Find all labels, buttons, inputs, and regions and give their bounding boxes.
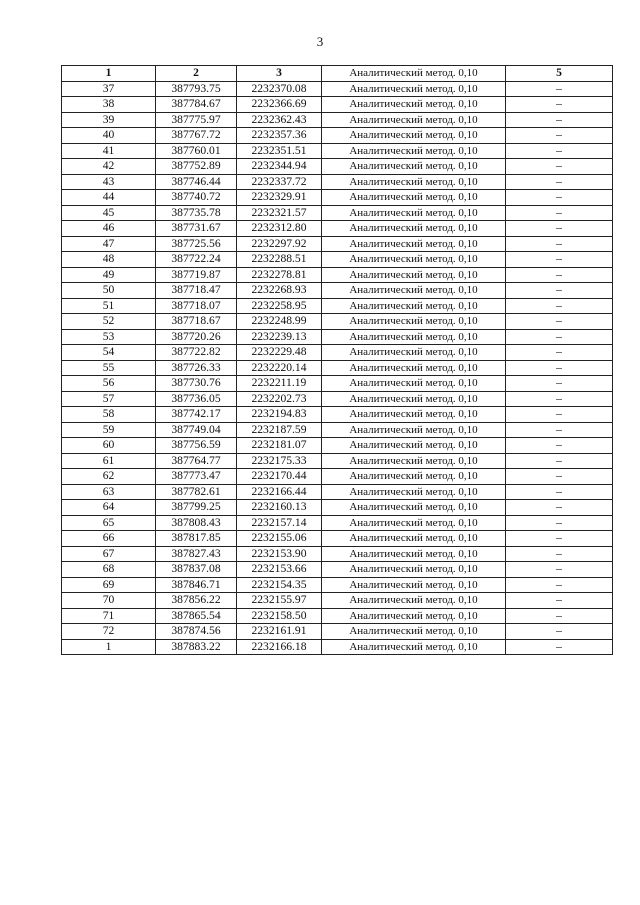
table-row [62, 438, 613, 454]
note-cell: – [506, 469, 613, 485]
point-number-cell: 43 [62, 174, 156, 190]
x-coordinate-cell: 387736.05 [156, 391, 237, 407]
point-number-cell: 68 [62, 562, 156, 578]
coordinates-table [61, 65, 613, 655]
y-coordinate-cell: 2232239.13 [237, 329, 322, 345]
point-number-cell: 42 [62, 159, 156, 175]
y-coordinate-cell: 2232157.14 [237, 515, 322, 531]
note-cell: – [506, 500, 613, 516]
note-cell: – [506, 190, 613, 206]
method-cell: Аналитический метод. 0,10 [322, 500, 506, 516]
table-row [62, 515, 613, 531]
point-number-cell: 38 [62, 97, 156, 113]
note-cell: – [506, 345, 613, 361]
y-coordinate-cell: 2232155.97 [237, 593, 322, 609]
table-row [62, 453, 613, 469]
y-coordinate-cell: 2232194.83 [237, 407, 322, 423]
x-coordinate-cell: 387865.54 [156, 608, 237, 624]
point-number-cell: 57 [62, 391, 156, 407]
y-coordinate-cell: 2232370.08 [237, 81, 322, 97]
y-coordinate-cell: 2232160.13 [237, 500, 322, 516]
table-row [62, 546, 613, 562]
note-cell: – [506, 593, 613, 609]
note-cell: – [506, 515, 613, 531]
note-cell: – [506, 159, 613, 175]
note-cell: – [506, 252, 613, 268]
table-row [62, 252, 613, 268]
point-number-cell: 40 [62, 128, 156, 144]
point-number-cell: 69 [62, 577, 156, 593]
point-number-cell: 63 [62, 484, 156, 500]
point-number-cell: 59 [62, 422, 156, 438]
note-cell: – [506, 562, 613, 578]
x-coordinate-cell: 387773.47 [156, 469, 237, 485]
method-cell: Аналитический метод. 0,10 [322, 593, 506, 609]
table-row [62, 205, 613, 221]
method-cell: Аналитический метод. 0,10 [322, 438, 506, 454]
y-coordinate-cell: 2232187.59 [237, 422, 322, 438]
x-coordinate-cell: 387718.67 [156, 314, 237, 330]
note-cell: – [506, 329, 613, 345]
header-cell-3: 3 [237, 66, 322, 82]
table-row [62, 329, 613, 345]
table-row [62, 345, 613, 361]
table-row [62, 407, 613, 423]
y-coordinate-cell: 2232329.91 [237, 190, 322, 206]
table-row [62, 562, 613, 578]
method-cell: Аналитический метод. 0,10 [322, 484, 506, 500]
y-coordinate-cell: 2232211.19 [237, 376, 322, 392]
y-coordinate-cell: 2232248.99 [237, 314, 322, 330]
note-cell: – [506, 546, 613, 562]
table-row [62, 608, 613, 624]
y-coordinate-cell: 2232258.95 [237, 298, 322, 314]
method-cell: Аналитический метод. 0,10 [322, 376, 506, 392]
x-coordinate-cell: 387760.01 [156, 143, 237, 159]
y-coordinate-cell: 2232321.57 [237, 205, 322, 221]
point-number-cell: 45 [62, 205, 156, 221]
y-coordinate-cell: 2232202.73 [237, 391, 322, 407]
y-coordinate-cell: 2232220.14 [237, 360, 322, 376]
method-cell: Аналитический метод. 0,10 [322, 639, 506, 655]
method-cell: Аналитический метод. 0,10 [322, 329, 506, 345]
note-cell: – [506, 453, 613, 469]
y-coordinate-cell: 2232161.91 [237, 624, 322, 640]
y-coordinate-cell: 2232312.80 [237, 221, 322, 237]
table-row [62, 500, 613, 516]
method-cell: Аналитический метод. 0,10 [322, 546, 506, 562]
header-cell-1: 1 [62, 66, 156, 82]
table-row [62, 174, 613, 190]
x-coordinate-cell: 387764.77 [156, 453, 237, 469]
x-coordinate-cell: 387726.33 [156, 360, 237, 376]
table-row [62, 593, 613, 609]
point-number-cell: 52 [62, 314, 156, 330]
point-number-cell: 72 [62, 624, 156, 640]
note-cell: – [506, 438, 613, 454]
point-number-cell: 49 [62, 267, 156, 283]
note-cell: – [506, 283, 613, 299]
x-coordinate-cell: 387740.72 [156, 190, 237, 206]
x-coordinate-cell: 387793.75 [156, 81, 237, 97]
y-coordinate-cell: 2232153.66 [237, 562, 322, 578]
method-cell: Аналитический метод. 0,10 [322, 345, 506, 361]
method-cell: Аналитический метод. 0,10 [322, 190, 506, 206]
method-cell: Аналитический метод. 0,10 [322, 314, 506, 330]
method-cell: Аналитический метод. 0,10 [322, 407, 506, 423]
method-cell: Аналитический метод. 0,10 [322, 252, 506, 268]
x-coordinate-cell: 387856.22 [156, 593, 237, 609]
x-coordinate-cell: 387782.61 [156, 484, 237, 500]
point-number-cell: 61 [62, 453, 156, 469]
method-cell: Аналитический метод. 0,10 [322, 469, 506, 485]
table-row [62, 283, 613, 299]
table-row [62, 624, 613, 640]
table-row [62, 298, 613, 314]
x-coordinate-cell: 387718.07 [156, 298, 237, 314]
table-row [62, 376, 613, 392]
table-row [62, 391, 613, 407]
y-coordinate-cell: 2232297.92 [237, 236, 322, 252]
note-cell: – [506, 97, 613, 113]
method-cell: Аналитический метод. 0,10 [322, 515, 506, 531]
header-cell-5: 5 [506, 66, 613, 82]
method-cell: Аналитический метод. 0,10 [322, 531, 506, 547]
table-row [62, 221, 613, 237]
x-coordinate-cell: 387799.25 [156, 500, 237, 516]
point-number-cell: 48 [62, 252, 156, 268]
note-cell: – [506, 112, 613, 128]
point-number-cell: 1 [62, 639, 156, 655]
point-number-cell: 56 [62, 376, 156, 392]
y-coordinate-cell: 2232170.44 [237, 469, 322, 485]
x-coordinate-cell: 387752.89 [156, 159, 237, 175]
point-number-cell: 53 [62, 329, 156, 345]
note-cell: – [506, 81, 613, 97]
x-coordinate-cell: 387718.47 [156, 283, 237, 299]
method-cell: Аналитический метод. 0,10 [322, 221, 506, 237]
table-row [62, 236, 613, 252]
y-coordinate-cell: 2232278.81 [237, 267, 322, 283]
method-cell: Аналитический метод. 0,10 [322, 391, 506, 407]
table-body [62, 81, 613, 655]
y-coordinate-cell: 2232268.93 [237, 283, 322, 299]
table-row [62, 81, 613, 97]
point-number-cell: 51 [62, 298, 156, 314]
y-coordinate-cell: 2232344.94 [237, 159, 322, 175]
x-coordinate-cell: 387731.67 [156, 221, 237, 237]
table-row [62, 97, 613, 113]
x-coordinate-cell: 387730.76 [156, 376, 237, 392]
x-coordinate-cell: 387756.59 [156, 438, 237, 454]
y-coordinate-cell: 2232166.18 [237, 639, 322, 655]
point-number-cell: 65 [62, 515, 156, 531]
point-number-cell: 60 [62, 438, 156, 454]
method-cell: Аналитический метод. 0,10 [322, 267, 506, 283]
note-cell: – [506, 624, 613, 640]
x-coordinate-cell: 387722.24 [156, 252, 237, 268]
x-coordinate-cell: 387735.78 [156, 205, 237, 221]
header-cell-2: 2 [156, 66, 237, 82]
y-coordinate-cell: 2232153.90 [237, 546, 322, 562]
method-cell: Аналитический метод. 0,10 [322, 143, 506, 159]
method-cell: Аналитический метод. 0,10 [322, 298, 506, 314]
point-number-cell: 47 [62, 236, 156, 252]
point-number-cell: 50 [62, 283, 156, 299]
note-cell: – [506, 221, 613, 237]
method-cell: Аналитический метод. 0,10 [322, 624, 506, 640]
table-row [62, 143, 613, 159]
page-number: 3 [316, 34, 324, 49]
table-row [62, 577, 613, 593]
y-coordinate-cell: 2232288.51 [237, 252, 322, 268]
note-cell: – [506, 205, 613, 221]
point-number-cell: 62 [62, 469, 156, 485]
x-coordinate-cell: 387749.04 [156, 422, 237, 438]
note-cell: – [506, 391, 613, 407]
point-number-cell: 67 [62, 546, 156, 562]
point-number-cell: 70 [62, 593, 156, 609]
y-coordinate-cell: 2232366.69 [237, 97, 322, 113]
point-number-cell: 58 [62, 407, 156, 423]
y-coordinate-cell: 2232351.51 [237, 143, 322, 159]
method-cell: Аналитический метод. 0,10 [322, 562, 506, 578]
note-cell: – [506, 484, 613, 500]
point-number-cell: 66 [62, 531, 156, 547]
method-cell: Аналитический метод. 0,10 [322, 112, 506, 128]
table-row [62, 484, 613, 500]
note-cell: – [506, 360, 613, 376]
method-cell: Аналитический метод. 0,10 [322, 453, 506, 469]
table-row [62, 422, 613, 438]
y-coordinate-cell: 2232229.48 [237, 345, 322, 361]
method-cell: Аналитический метод. 0,10 [322, 128, 506, 144]
x-coordinate-cell: 387808.43 [156, 515, 237, 531]
y-coordinate-cell: 2232155.06 [237, 531, 322, 547]
method-cell: Аналитический метод. 0,10 [322, 608, 506, 624]
x-coordinate-cell: 387720.26 [156, 329, 237, 345]
note-cell: – [506, 639, 613, 655]
x-coordinate-cell: 387746.44 [156, 174, 237, 190]
method-cell: Аналитический метод. 0,10 [322, 577, 506, 593]
x-coordinate-cell: 387883.22 [156, 639, 237, 655]
table-header-row [62, 66, 613, 82]
x-coordinate-cell: 387722.82 [156, 345, 237, 361]
point-number-cell: 55 [62, 360, 156, 376]
x-coordinate-cell: 387725.56 [156, 236, 237, 252]
point-number-cell: 54 [62, 345, 156, 361]
point-number-cell: 64 [62, 500, 156, 516]
table-row [62, 469, 613, 485]
y-coordinate-cell: 2232181.07 [237, 438, 322, 454]
y-coordinate-cell: 2232362.43 [237, 112, 322, 128]
x-coordinate-cell: 387874.56 [156, 624, 237, 640]
note-cell: – [506, 314, 613, 330]
x-coordinate-cell: 387837.08 [156, 562, 237, 578]
method-cell: Аналитический метод. 0,10 [322, 97, 506, 113]
y-coordinate-cell: 2232158.50 [237, 608, 322, 624]
note-cell: – [506, 422, 613, 438]
table-row [62, 128, 613, 144]
table-row [62, 639, 613, 655]
method-cell: Аналитический метод. 0,10 [322, 236, 506, 252]
y-coordinate-cell: 2232154.35 [237, 577, 322, 593]
method-cell: Аналитический метод. 0,10 [322, 174, 506, 190]
x-coordinate-cell: 387719.87 [156, 267, 237, 283]
method-cell: Аналитический метод. 0,10 [322, 81, 506, 97]
note-cell: – [506, 608, 613, 624]
note-cell: – [506, 407, 613, 423]
table-row [62, 360, 613, 376]
x-coordinate-cell: 387767.72 [156, 128, 237, 144]
note-cell: – [506, 143, 613, 159]
table-row [62, 531, 613, 547]
y-coordinate-cell: 2232166.44 [237, 484, 322, 500]
x-coordinate-cell: 387817.85 [156, 531, 237, 547]
table-row [62, 267, 613, 283]
method-cell: Аналитический метод. 0,10 [322, 360, 506, 376]
x-coordinate-cell: 387784.67 [156, 97, 237, 113]
method-cell: Аналитический метод. 0,10 [322, 159, 506, 175]
x-coordinate-cell: 387827.43 [156, 546, 237, 562]
y-coordinate-cell: 2232357.36 [237, 128, 322, 144]
point-number-cell: 39 [62, 112, 156, 128]
note-cell: – [506, 236, 613, 252]
note-cell: – [506, 298, 613, 314]
table-row [62, 112, 613, 128]
note-cell: – [506, 531, 613, 547]
y-coordinate-cell: 2232175.33 [237, 453, 322, 469]
note-cell: – [506, 376, 613, 392]
method-cell: Аналитический метод. 0,10 [322, 283, 506, 299]
point-number-cell: 44 [62, 190, 156, 206]
table-row [62, 314, 613, 330]
note-cell: – [506, 128, 613, 144]
note-cell: – [506, 174, 613, 190]
x-coordinate-cell: 387846.71 [156, 577, 237, 593]
point-number-cell: 46 [62, 221, 156, 237]
point-number-cell: 71 [62, 608, 156, 624]
x-coordinate-cell: 387775.97 [156, 112, 237, 128]
table-row [62, 190, 613, 206]
y-coordinate-cell: 2232337.72 [237, 174, 322, 190]
point-number-cell: 41 [62, 143, 156, 159]
note-cell: – [506, 577, 613, 593]
table-row [62, 159, 613, 175]
method-cell: Аналитический метод. 0,10 [322, 422, 506, 438]
point-number-cell: 37 [62, 81, 156, 97]
note-cell: – [506, 267, 613, 283]
method-cell: Аналитический метод. 0,10 [322, 205, 506, 221]
header-cell-4: Аналитический метод. 0,10 [322, 66, 506, 82]
x-coordinate-cell: 387742.17 [156, 407, 237, 423]
